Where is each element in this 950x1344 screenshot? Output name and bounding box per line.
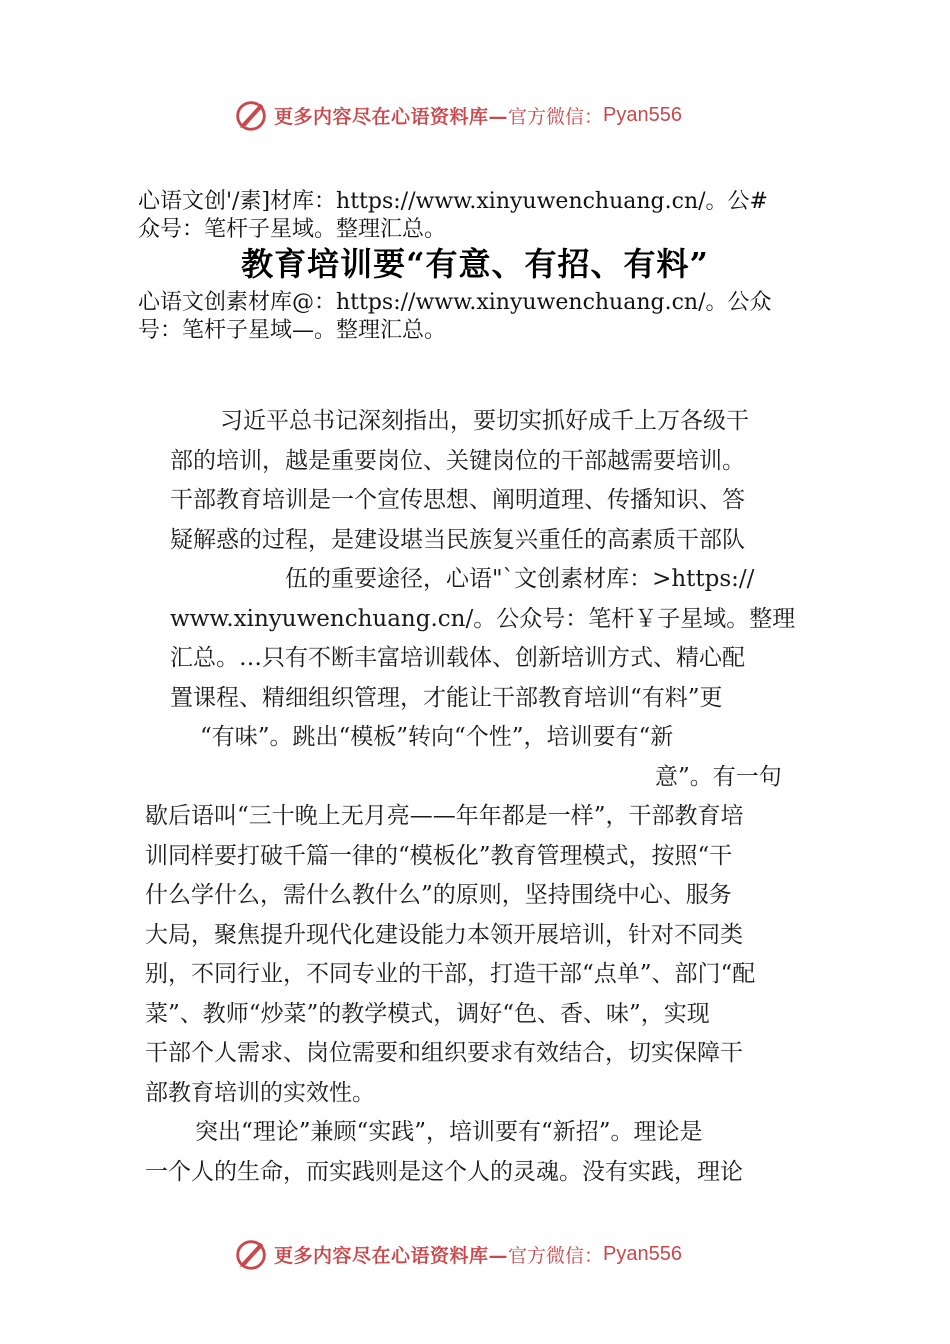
- body-line: 汇总。…只有不断丰富培训载体、创新培训方式、精心配: [170, 645, 745, 671]
- footer-banner-text: 更多内容尽在心语资料库—: [274, 1244, 509, 1267]
- footer-banner: [232, 1234, 732, 1274]
- footer-wechat-id: Pyan556: [603, 1242, 682, 1265]
- quill-pen-logo-icon: [232, 1235, 270, 1273]
- quill-pen-logo-icon: [232, 96, 270, 134]
- body-line: 置课程、精细组织管理，才能让干部教育培训“有料”更: [170, 684, 723, 711]
- body-line: 什么学什么，需什么教什么”的原则，坚持围绕中心、服务: [145, 882, 732, 908]
- body-line: 意”。有一句: [655, 763, 782, 790]
- body-line: 干部教育培训是一个宣传思想、阐明道理、传播知识、答: [170, 487, 745, 513]
- body-line: 歇后语叫“三十晚上无月亮——年年都是一样”，干部教育培: [145, 803, 744, 829]
- body-line: 一个人的生命，而实践则是这个人的灵魂。没有实践，理论: [145, 1158, 743, 1185]
- body-line: 训同样要打破千篇一律的“模板化”教育管理模式，按照“干: [145, 842, 733, 869]
- body-line: “有味”。跳出“模板”转向“个性”，培训要有“新: [200, 724, 674, 750]
- source-note-below-title: 心语文创素材库@：https://www.xinyuwenchuang.cn/。公众 号：笔杆子星域—。整理汇总。: [138, 290, 772, 343]
- header-banner: [232, 95, 732, 135]
- header-wechat-label: 官方微信：: [508, 105, 604, 128]
- body-line: 习近平总书记深刻指出，要切实抓好成千上万各级干: [220, 408, 749, 434]
- body-line: 疑解惑的过程，是建设堪当民族复兴重任的高素质干部队: [170, 526, 745, 553]
- body-line: 部教育培训的实效性。: [145, 1079, 375, 1106]
- body-text: [0, 402, 950, 1192]
- footer-wechat-label: 官方微信：: [508, 1244, 604, 1267]
- source-note-top: 心语文创'/素]材库：https://www.xinyuwenchuang.cn/。公# 众号：笔杆子星域。整理汇总。: [138, 189, 768, 242]
- header-banner-text: 更多内容尽在心语资料库—: [274, 105, 509, 128]
- body-line: 伍的重要途径，心语"`文创素材库：>https://: [285, 566, 755, 592]
- body-line: 干部个人需求、岗位需要和组织要求有效结合，切实保障干: [145, 1040, 743, 1066]
- body-line: 别，不同行业，不同专业的干部，打造干部“点单”、部门“配: [145, 961, 756, 987]
- document-title: 教育培训要“有意、有招、有料”: [241, 245, 709, 283]
- body-line: www.xinyuwenchuang.cn/。公众号：笔杆￥子星域。整理: [170, 605, 796, 632]
- header-wechat-id: Pyan556: [603, 103, 682, 126]
- body-line: 突出“理论”兼顾“实践”，培训要有“新招”。理论是: [195, 1119, 703, 1145]
- body-line: 部的培训，越是重要岗位、关键岗位的干部越需要培训。: [170, 447, 745, 474]
- body-line: 大局，聚焦提升现代化建设能力本领开展培训，针对不同类: [145, 921, 743, 948]
- body-line: 菜”、教师“炒菜”的教学模式，调好“色、香、味”，实现: [145, 1000, 710, 1027]
